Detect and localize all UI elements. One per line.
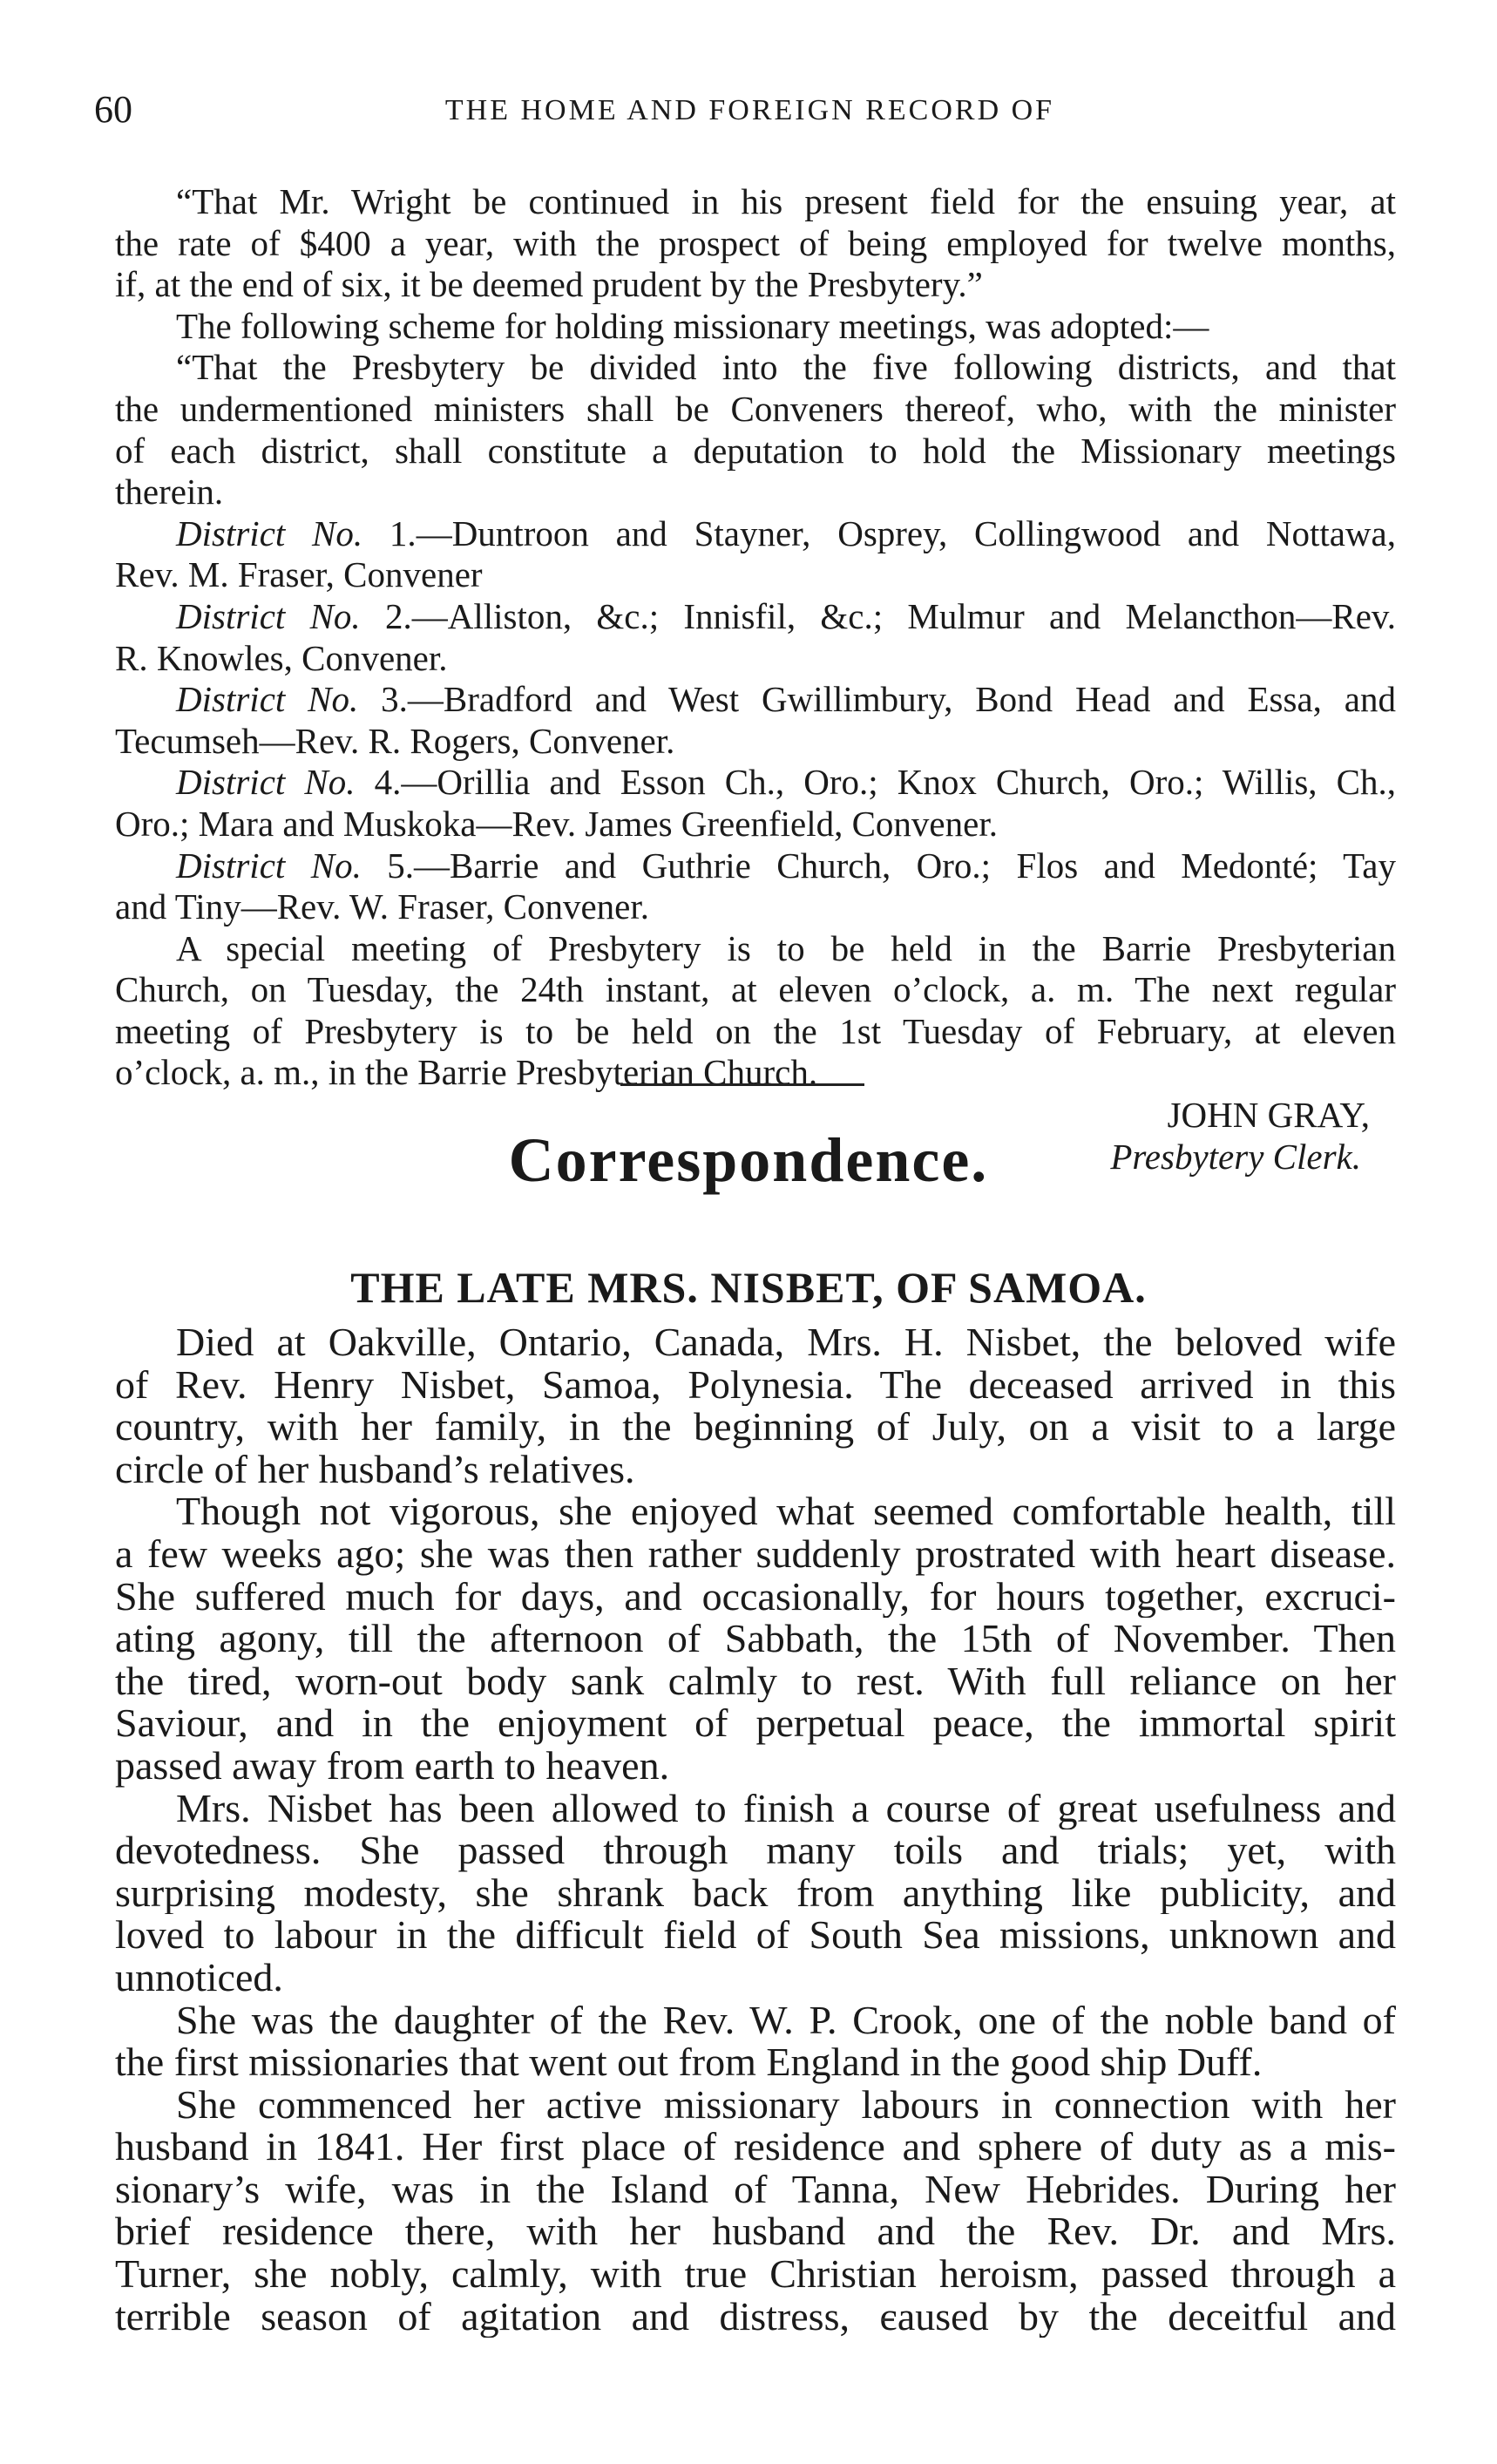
- district-list: [115, 513, 1396, 928]
- district-places: —Barrie and Guthrie Church, Oro.; Flos and Medonté; Tay: [414, 845, 1396, 886]
- text-line: of each district, shall constitute a deputation to hold the Missionary meetings: [115, 430, 1396, 471]
- article-paragraphs: [115, 1321, 1396, 2338]
- text-line: the first missionaries that went out from England in the good ship Duff.: [115, 2041, 1263, 2084]
- text-line: brief residence there, with her husband and the Rev. Dr. and Mrs.: [115, 2210, 1396, 2254]
- text-line: therein.: [115, 472, 224, 512]
- district-label: District No.: [176, 595, 361, 636]
- text-line: She suffered much for days, and occasionally, for hours together, excruci-: [115, 1575, 1396, 1619]
- district-places: —Bradford and West Gwillimbury, Bond Head and Essa, and: [407, 679, 1396, 720]
- district-convener: R. Knowles, Convener.: [115, 637, 448, 678]
- text-line: ating agony, till the afternoon of Sabbath, the 15th of November. Then: [115, 1618, 1396, 1660]
- district-label: District No.: [176, 512, 363, 553]
- text-line: meeting of Presbytery is to be held on the 1st Tuesday of February, at eleven: [115, 1010, 1396, 1051]
- text-line: unnoticed.: [115, 1956, 283, 1999]
- text-line: terrible season of agitation and distress, caused by the deceitful and: [115, 2295, 1396, 2338]
- page-number: 60: [94, 88, 132, 131]
- presbytery-minutes: [115, 181, 1396, 1178]
- text-line: The following scheme for holding missionary meetings, was adopted:—: [176, 305, 1209, 346]
- text-line: country, with her family, in the beginning of July, on a visit to a large: [115, 1406, 1396, 1449]
- district-entry: [115, 596, 1396, 638]
- printer-mark: [882, 2318, 894, 2321]
- text-line: the rate of $400 a year, with the prospect of being employed for twelve months,: [115, 222, 1396, 263]
- text-line: Died at Oakville, Ontario, Canada, Mrs. H. Nisbet, the beloved wife: [176, 1321, 1396, 1364]
- text-line: Mrs. Nisbet has been allowed to finish a course of great usefulness and: [176, 1787, 1396, 1830]
- district-places: —Duntroon and Stayner, Osprey, Collingwood and Nottawa,: [416, 512, 1396, 553]
- text-line: Church, on Tuesday, the 24th instant, at eleven o’clock, a. m. The next regular: [115, 969, 1396, 1010]
- district-number: 3.: [358, 679, 408, 720]
- running-head: THE HOME AND FOREIGN RECORD OF: [444, 94, 1055, 126]
- district-entry: [115, 762, 1396, 804]
- district-number: 5.: [361, 845, 415, 886]
- section-divider: [620, 1083, 864, 1086]
- district-number: 4.: [355, 762, 402, 803]
- text-line: husband in 1841. Her first place of residence and sphere of duty as a mis-: [115, 2126, 1396, 2169]
- text-line: passed away from earth to heaven.: [115, 1744, 670, 1788]
- article-title: THE LATE MRS. NISBET, OF SAMOA.: [350, 1263, 1147, 1312]
- district-number: 1.: [362, 512, 417, 553]
- special-meeting-paragraph: [115, 928, 1396, 1094]
- district-number: 2.: [360, 595, 412, 636]
- text-line: Turner, she nobly, calmly, with true Christian heroism, passed through a: [115, 2253, 1396, 2296]
- text-line: devotedness. She passed through many toils and trials; yet, with: [115, 1829, 1396, 1872]
- district-label: District No.: [176, 845, 362, 886]
- district-entry: [115, 679, 1396, 721]
- signature-title: Presbytery Clerk.: [1110, 1137, 1361, 1178]
- district-label: District No.: [176, 762, 356, 803]
- minutes-paragraphs: [115, 181, 1396, 513]
- text-line: “That Mr. Wright be continued in his present field for the ensuing year, at: [176, 181, 1396, 221]
- text-line: A special meeting of Presbytery is to be held in the Barrie Presbyterian: [176, 927, 1396, 968]
- text-line: of Rev. Henry Nisbet, Samoa, Polynesia. The deceased arrived in this: [115, 1363, 1396, 1407]
- district-label: District No.: [176, 679, 359, 720]
- section-title: Correspondence.: [508, 1125, 989, 1195]
- text-line: circle of her husband’s relatives.: [115, 1448, 635, 1491]
- text-line: loved to labour in the difficult field of South Sea missions, unknown and: [115, 1914, 1396, 1957]
- text-line: Saviour, and in the enjoyment of perpetual peace, the immortal spirit: [115, 1702, 1396, 1745]
- text-line: o’clock, a. m., in the Barrie Presbyterian Church.: [115, 1052, 818, 1093]
- text-line: She commenced her active missionary labours in connection with her: [176, 2083, 1396, 2127]
- text-line: surprising modesty, she shrank back from anything like publicity, and: [115, 1871, 1396, 1915]
- page-header: [94, 87, 1406, 139]
- district-convener: Oro.; Mara and Muskoka—Rev. James Greenfield, Convener.: [115, 803, 998, 844]
- text-line: a few weeks ago; she was then rather suddenly prostrated with heart disease.: [115, 1532, 1396, 1576]
- district-entry: [115, 513, 1396, 555]
- text-line: sionary’s wife, was in the Island of Tanna, New Hebrides. During her: [115, 2168, 1396, 2211]
- text-line: if, at the end of six, it be deemed prudent by the Presbytery.”: [115, 264, 983, 305]
- district-places: —Orillia and Esson Ch., Oro.; Knox Church, Oro.; Willis, Ch.,: [401, 762, 1396, 803]
- signature-name: JOHN GRAY,: [1167, 1095, 1370, 1136]
- district-convener: Tecumseh—Rev. R. Rogers, Convener.: [115, 720, 675, 761]
- text-line: the undermentioned ministers shall be Conveners thereof, who, with the minister: [115, 388, 1396, 429]
- district-convener: Rev. M. Fraser, Convener: [115, 554, 483, 595]
- district-entry: [115, 845, 1396, 887]
- article-body: [115, 1321, 1396, 2338]
- text-line: the tired, worn-out body sank calmly to rest. With full reliance on her: [115, 1660, 1396, 1703]
- district-places: —Alliston, &c.; Innisfil, &c.; Mulmur and Melancthon—Rev.: [411, 595, 1396, 636]
- district-convener: and Tiny—Rev. W. Fraser, Convener.: [115, 886, 649, 927]
- text-line: Though not vigorous, she enjoyed what seemed comfortable health, till: [176, 1490, 1396, 1533]
- text-line: “That the Presbytery be divided into the five following districts, and that: [176, 347, 1396, 388]
- text-line: She was the daughter of the Rev. W. P. Crook, one of the noble band of: [176, 1999, 1396, 2042]
